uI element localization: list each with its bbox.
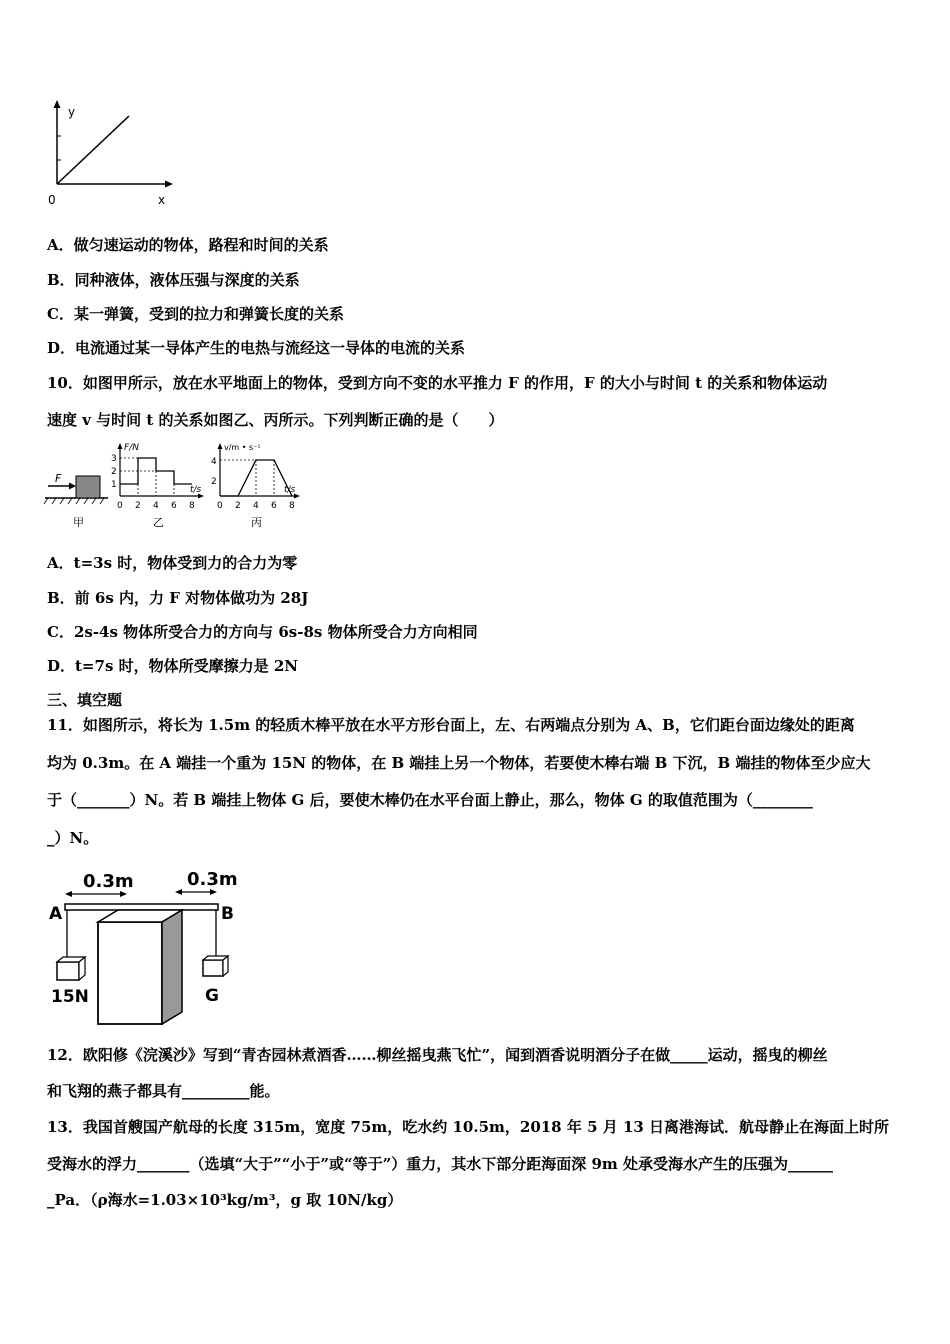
x-axis-label: x (158, 193, 166, 207)
q10-figure (40, 440, 310, 535)
q13-stem-line3: _Pa．（ρ海水=1.03×10³kg/m³，g 取 10N/kg） (47, 1191, 403, 1209)
yi-x-label: t/s (190, 485, 202, 495)
left-weight-box (57, 962, 79, 980)
force-label: F (55, 472, 62, 485)
yi-y-tick: 3 (111, 454, 117, 464)
q9-option-a: A．做匀速运动的物体，路程和时间的关系 (47, 236, 329, 254)
right-distance-label: 0.3m (187, 869, 238, 890)
q10-stem-line1: 10．如图甲所示，放在水平地面上的物体，受到方向不变的水平推力 F 的作用，F 的大小与时间 t 的关系和物体运动 (47, 374, 828, 392)
yi-x-tick: 0 (117, 501, 123, 511)
left-weight-label: 15N (51, 987, 89, 1007)
y-axis-arrow (54, 100, 61, 108)
bing-x-tick: 0 (217, 501, 223, 511)
fig-jia-label: 甲 (73, 516, 84, 529)
block (76, 476, 100, 498)
q13-stem-line1: 13．我国首艘国产航母的长度 315m，宽度 75m，吃水约 10.5m，2018 年 5 月 13 日离港海试．航母静止在海面上时所 (47, 1118, 890, 1136)
proportional-line (57, 116, 129, 184)
q11-stem-line1: 11．如图所示，将长为 1.5m 的轻质木棒平放在水平方形台面上，左、右两端点分别为 A、B，它们距台面边缘处的距离 (47, 716, 855, 734)
yi-y-label: F/N (124, 443, 139, 453)
fig-bing-label: 丙 (251, 516, 262, 529)
bing-y-tick: 4 (211, 457, 217, 467)
q9-option-c: C．某一弹簧，受到的拉力和弹簧长度的关系 (47, 305, 344, 323)
right-weight-box (203, 960, 223, 976)
origin-label: 0 (48, 193, 56, 207)
x-axis-arrow (165, 181, 173, 188)
bing-x-tick: 6 (271, 501, 277, 511)
yi-y-tick: 2 (111, 467, 117, 477)
proportional-graph-figure (40, 98, 190, 213)
bing-x-tick: 8 (289, 501, 295, 511)
q10-stem-line2: 速度 v 与时间 t 的关系如图乙、丙所示。下列判断正确的是（ ） (47, 411, 504, 429)
table-side (162, 910, 182, 1024)
yi-x-tick: 8 (189, 501, 195, 511)
q10-option-a: A．t=3s 时，物体受到力的合力为零 (47, 554, 298, 572)
yi-y-tick: 1 (111, 480, 117, 490)
bing-x-tick: 2 (235, 501, 241, 511)
q11-stem-line4: _）N。 (47, 829, 99, 847)
left-distance-label: 0.3m (83, 871, 134, 892)
q13-stem-line2: 受海水的浮力_______（选填“大于”“小于”或“等于”）重力，其水下部分距海面深 9m 处承受海水产生的压强为______ (47, 1155, 834, 1173)
q12-stem-line1: 12．欧阳修《浣溪沙》写到“青杏园林煮酒香……柳丝摇曳燕飞忙”，闻到酒香说明酒分子在做_____运动，摇曳的柳丝 (47, 1046, 828, 1064)
table-front (98, 922, 162, 1024)
y-axis-label: y (68, 105, 76, 119)
right-weight-label: G (205, 986, 219, 1006)
bing-y-tick: 2 (211, 477, 217, 487)
q12-stem-line2: 和飞翔的燕子都具有_________能。 (47, 1082, 280, 1100)
yi-x-tick: 4 (153, 501, 159, 511)
fig-yi-label: 乙 (153, 516, 164, 529)
q11-stem-line2: 均为 0.3m。在 A 端挂一个重为 15N 的物体，在 B 端挂上另一个物体，若要使木棒右端 B 下沉，B 端挂的物体至少应大 (47, 754, 871, 772)
q9-option-d: D．电流通过某一导体产生的电热与流经这一导体的电流的关系 (47, 339, 466, 357)
yi-x-tick: 6 (171, 501, 177, 511)
bing-x-tick: 4 (253, 501, 259, 511)
bing-x-label: t/s (284, 485, 296, 495)
q10-option-d: D．t=7s 时，物体所受摩擦力是 2N (47, 657, 298, 675)
yi-x-tick: 2 (135, 501, 141, 511)
end-a-label: A (49, 904, 63, 924)
q10-option-c: C．2s-4s 物体所受合力的方向与 6s-8s 物体所受合力方向相同 (47, 623, 478, 641)
q9-option-b: B．同种液体，液体压强与深度的关系 (47, 271, 300, 289)
end-b-label: B (221, 904, 234, 924)
q10-option-b: B．前 6s 内，力 F 对物体做功为 28J (47, 589, 309, 607)
bing-y-label: v/m • s⁻¹ (224, 443, 261, 452)
wooden-rod (65, 904, 218, 910)
section-heading: 三、填空题 (47, 691, 123, 709)
q11-stem-line3: 于（_______）N。若 B 端挂上物体 G 后，要使木棒仍在水平台面上静止，那么，物体 G 的取值范围为（________ (47, 791, 813, 809)
q11-figure (45, 862, 245, 1032)
